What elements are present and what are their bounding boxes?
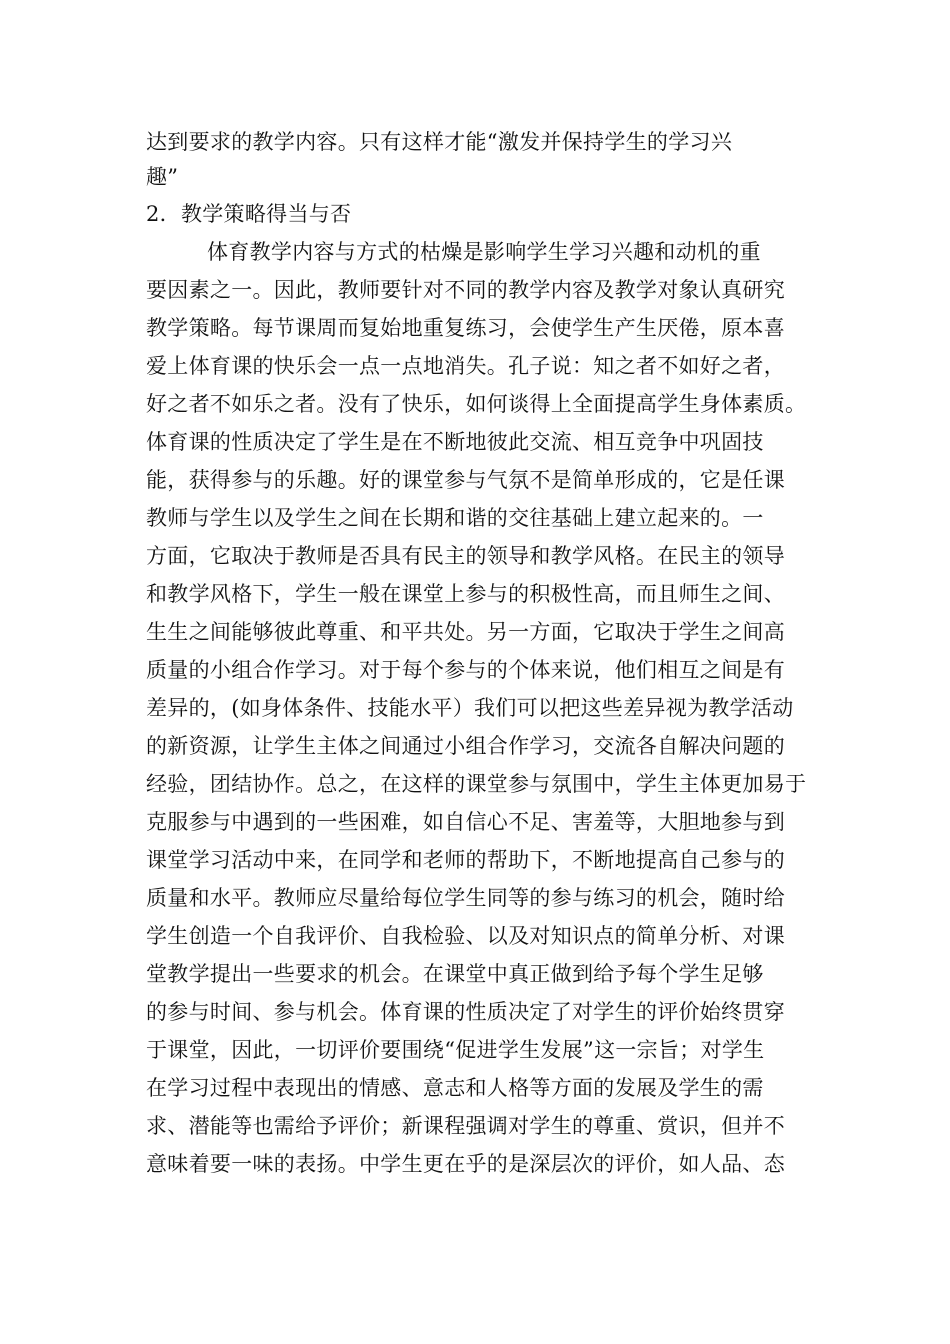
paragraph-line: 体育课的性质决定了学生是在不断地彼此交流、相互竞争中巩固技 [146,430,764,454]
paragraph-line: 生生之间能够彼此尊重、和平共处。另一方面，它取决于学生之间高 [146,620,785,644]
paragraph-line: 的参与时间、参与机会。体育课的性质决定了对学生的评价始终贯穿 [146,1000,785,1024]
paragraph-line: 意味着要一味的表扬。中学生更在乎的是深层次的评价，如人品、态 [146,1152,785,1176]
paragraph-line: 堂教学提出一些要求的机会。在课堂中真正做到给予每个学生足够 [146,962,764,986]
paragraph-line: 爱上体育课的快乐会一点一点地消失。孔子说：知之者不如好之者， [146,354,785,378]
paragraph-line: 克服参与中遇到的一些困难，如自信心不足、害羞等，大胆地参与到 [146,810,785,834]
paragraph-line: 教师与学生以及学生之间在长期和谐的交往基础上建立起来的。一 [146,506,764,530]
paragraph-line: 的新资源，让学生主体之间通过小组合作学习，交流各自解决问题的 [146,734,785,758]
paragraph-line: 于课堂，因此，一切评价要围绕“促进学生发展”这一宗旨；对学生 [146,1038,765,1062]
paragraph-line: 学生创造一个自我评价、自我检验、以及对知识点的简单分析、对课 [146,924,785,948]
paragraph-line: 要因素之一。因此，教师要针对不同的教学内容及教学对象认真研究 [146,278,785,302]
paragraph-line: 质量和水平。教师应尽量给每位学生同等的参与练习的机会，随时给 [146,886,785,910]
paragraph-line: 差异的，(如身体条件、技能水平）我们可以把这些差异视为教学活动 [146,696,794,720]
intro-line-2: 趣” [146,165,179,189]
paragraph-line: 质量的小组合作学习。对于每个参与的个体来说，他们相互之间是有 [146,658,785,682]
paragraph-line: 经验，团结协作。总之，在这样的课堂参与氛围中，学生主体更加易于 [146,772,807,796]
paragraph-line: 求、潜能等也需给予评价；新课程强调对学生的尊重、赏识，但并不 [146,1114,785,1138]
paragraph-line: 方面，它取决于教师是否具有民主的领导和教学风格。在民主的领导 [146,544,785,568]
paragraph-line: 在学习过程中表现出的情感、意志和人格等方面的发展及学生的需 [146,1076,764,1100]
paragraph-line: 和教学风格下，学生一般在课堂上参与的积极性高，而且师生之间、 [146,582,785,606]
section-heading: 2．教学策略得当与否 [146,202,352,226]
paragraph-line: 教学策略。每节课周而复始地重复练习，会使学生产生厌倦，原本喜 [146,316,785,340]
intro-line-1: 达到要求的教学内容。只有这样才能“激发并保持学生的学习兴 [146,130,733,154]
paragraph-line: 体育教学内容与方式的枯燥是影响学生学习兴趣和动机的重 [207,240,761,264]
paragraph-line: 好之者不如乐之者。没有了快乐，如何谈得上全面提高学生身体素质。 [146,392,807,416]
paragraph-line: 课堂学习活动中来，在同学和老师的帮助下，不断地提高自己参与的 [146,848,785,872]
paragraph-line: 能，获得参与的乐趣。好的课堂参与气氛不是简单形成的，它是任课 [146,468,785,492]
